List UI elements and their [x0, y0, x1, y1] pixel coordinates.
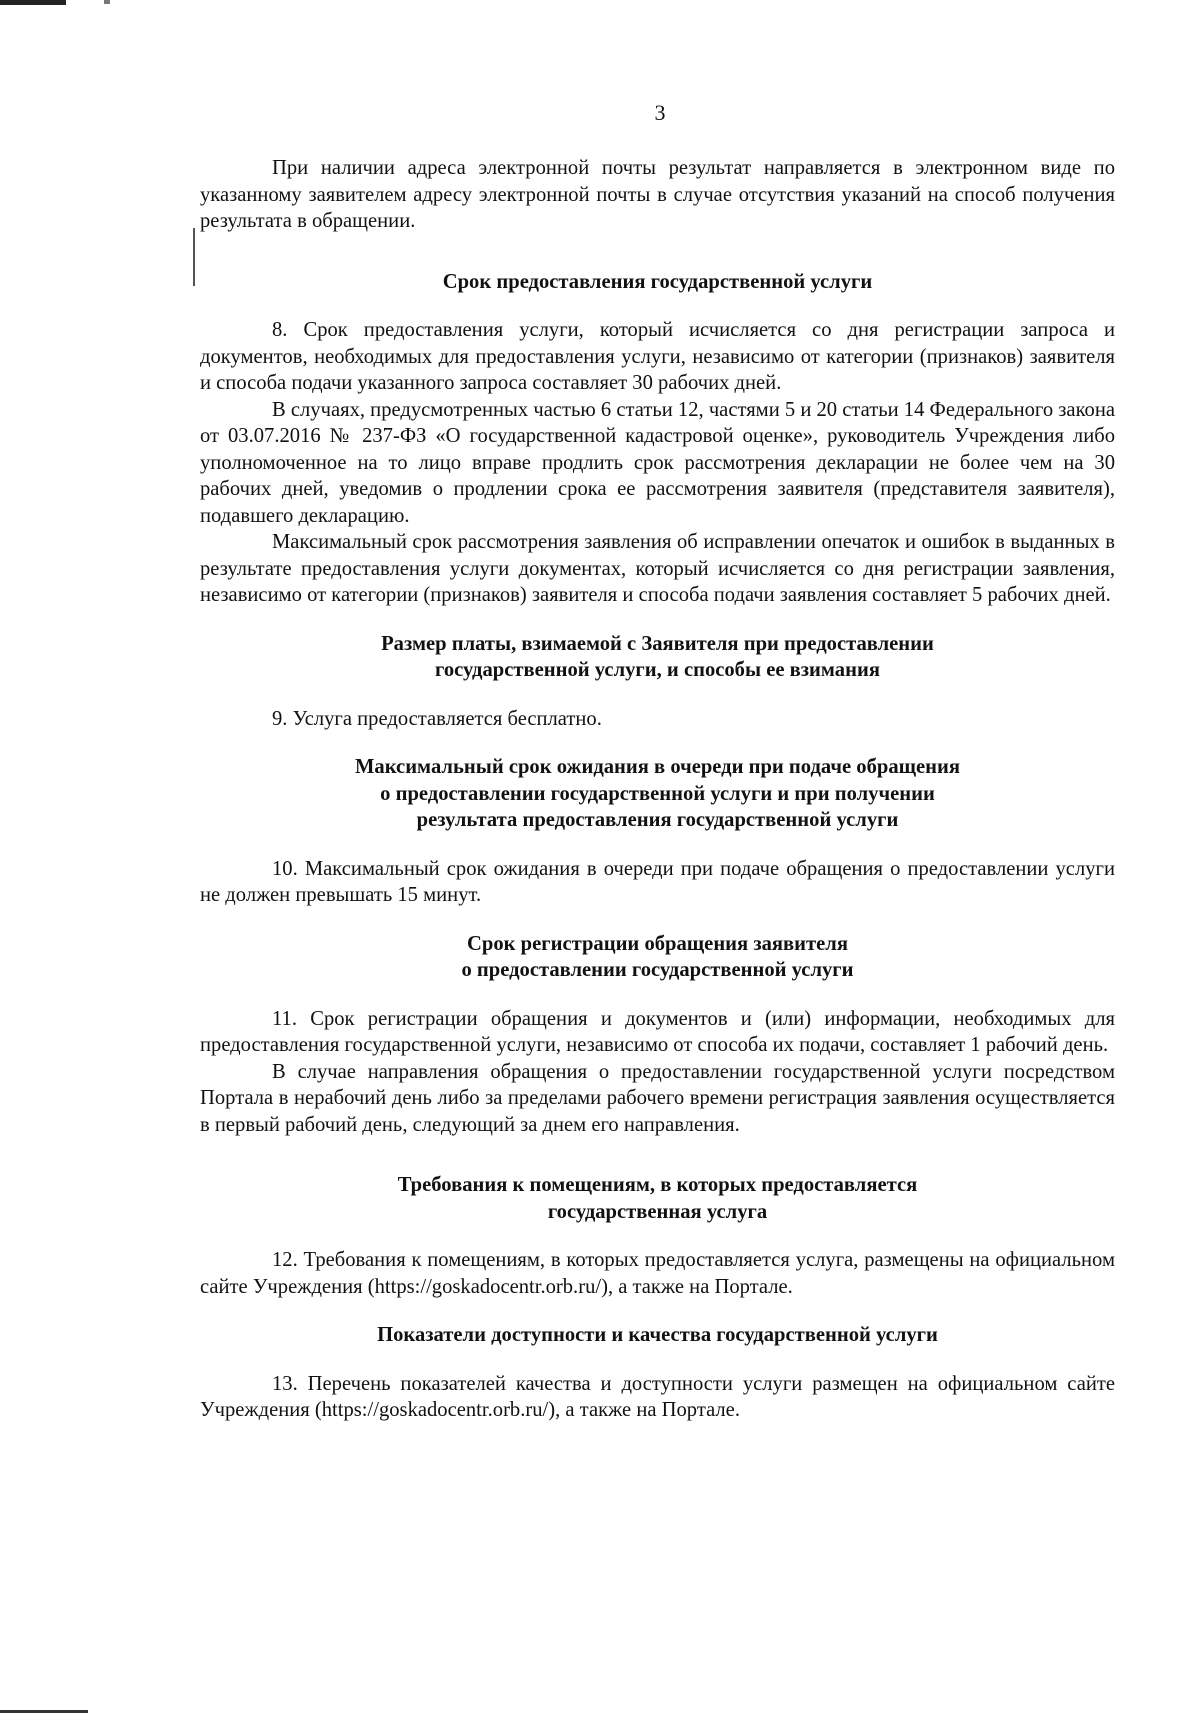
heading-quality: Показатели доступности и качества государственной услуги — [377, 1324, 938, 1346]
paragraph-8-corrections: Максимальный срок рассмотрения заявления об исправлении опечаток и ошибок в выданных в результате предоставления услуги документах, который исчисляется со дня регистрации заявления, независимо от категории (признаков) заявителя и способа подачи заявления составляет 5 рабочих дней. — [200, 531, 1115, 606]
paragraph-9: 9. Услуга предоставляется бесплатно. — [272, 707, 602, 730]
heading-premises: Требования к помещениям, в которых предоставляется государственная услуга — [397, 1174, 918, 1223]
scan-artifact — [0, 1710, 88, 1713]
page-number: 3 — [654, 100, 666, 125]
heading-registration: Срок регистрации обращения заявителя о предоставлении государственной услуги — [461, 932, 854, 981]
paragraph-8: 8. Срок предоставления услуги, который исчисляется со дня регистрации запроса и документов, необходимых для предоставления услуги, независимо от категории (признаков) заявителя и способа подачи указанного запроса составляет 30 рабочих дней. — [200, 319, 1115, 394]
paragraph-13: 13. Перечень показателей качества и доступности услуги размещен на официальном сайте Учреждения (https://goskadocentr.orb.ru/), а также на Портале. — [200, 1372, 1115, 1421]
paragraph-email-result: При наличии адреса электронной почты результат направляется в электронном виде по указанному заявителем адресу электронной почты в случае отсутствия указаний на способ получения результата в обращении. — [200, 157, 1115, 232]
heading-fee: Размер платы, взимаемой с Заявителя при предоставлении государственной услуги, и способы ее взимания — [381, 632, 934, 681]
paragraph-10: 10. Максимальный срок ожидания в очереди при подаче обращения о предоставлении услуги не должен превышать 15 минут. — [200, 857, 1115, 906]
heading-service-term: Срок предоставления государственной услуги — [442, 270, 873, 293]
scan-artifact — [104, 0, 110, 4]
paragraph-12: 12. Требования к помещениям, в которых предоставляется услуга, размещены на официальном сайте Учреждения (https://goskadocentr.orb.ru/), а также на Портале. — [200, 1249, 1115, 1298]
scan-artifact — [0, 0, 66, 5]
paragraph-11: 11. Срок регистрации обращения и документов и (или) информации, необходимых для предоставления государственной услуги, независимо от способа их подачи, составляет 1 рабочий день. — [200, 1007, 1115, 1056]
heading-queue: Максимальный срок ожидания в очереди при подаче обращения о предоставлении государственной услуги и при получении результата предоставления государственной услуги — [354, 756, 961, 831]
paragraph-11-portal: В случае направления обращения о предоставлении государственной услуги посредством Портала в нерабочий день либо за пределами рабочего времени регистрация заявления осуществляется в первый рабочий день, следующий за днем его направления. — [200, 1060, 1115, 1136]
document-body — [200, 155, 1115, 1424]
paragraph-8-extension: В случаях, предусмотренных частью 6 статьи 12, частями 5 и 20 статьи 14 Федерального закона от 03.07.2016 № 237-ФЗ «О государственной кадастровой оценке», руководитель Учреждения либо уполномоченное на то лицо вправе продлить срок рассмотрения декларации не более чем на 30 рабочих дней, уведомив о продлении срока ее рассмотрения заявителя (представителя заявителя), подавшего декларацию. — [200, 398, 1115, 527]
scan-artifact — [193, 228, 195, 286]
